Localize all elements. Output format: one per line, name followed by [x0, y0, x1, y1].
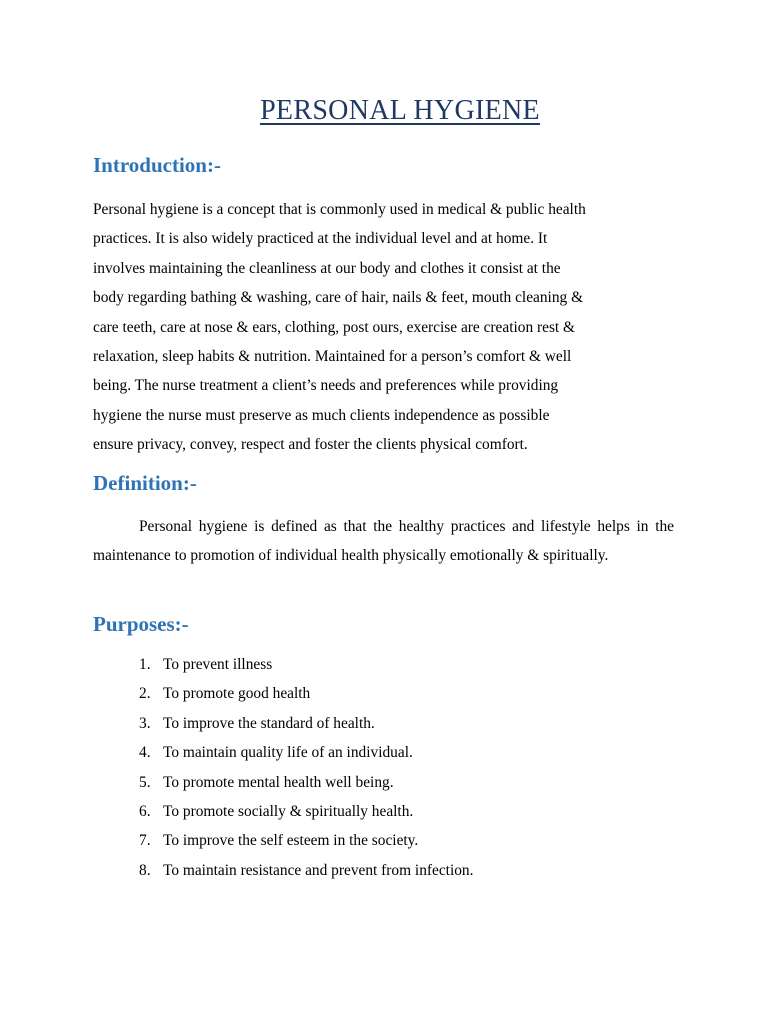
purpose-item: [93, 650, 473, 679]
item-text: To improve the standard of health.: [163, 714, 375, 732]
item-number: 2.: [139, 685, 151, 703]
purposes-heading: Purposes:-: [93, 612, 189, 636]
purpose-item: [93, 768, 473, 797]
item-text: To improve the self esteem in the society.: [163, 832, 419, 850]
purpose-item: [93, 856, 473, 885]
purpose-item: [93, 679, 473, 708]
item-text: To maintain quality life of an individual.: [163, 744, 413, 762]
item-number: 3.: [139, 714, 151, 732]
purposes-list: [93, 650, 473, 885]
item-number: 8.: [139, 861, 151, 879]
introduction-line: Personal hygiene is a concept that is commonly used in medical & public health: [93, 201, 586, 218]
item-text: To maintain resistance and prevent from infection.: [163, 861, 474, 879]
item-number: 4.: [139, 744, 151, 762]
purpose-item: [93, 797, 473, 826]
definition-heading: Definition:-: [93, 471, 197, 495]
introduction-heading: Introduction:-: [93, 153, 221, 177]
item-text: To promote good health: [163, 685, 311, 703]
purpose-item: [93, 826, 473, 855]
purpose-item: [93, 738, 473, 767]
introduction-paragraph: [93, 195, 674, 460]
introduction-line: relaxation, sleep habits & nutrition. Maintained for a person’s comfort & well: [93, 348, 572, 366]
page-title: PERSONAL HYGIENE: [260, 95, 540, 126]
introduction-line: practices. It is also widely practiced at the individual level and at home. It: [93, 230, 548, 248]
introduction-line: hygiene the nurse must preserve as much clients independence as possible: [93, 406, 550, 424]
item-number: 6.: [139, 803, 151, 821]
item-text: To prevent illness: [163, 656, 273, 673]
item-number: 1.: [139, 656, 151, 673]
definition-paragraph: Personal hygiene is defined as that the healthy practices and lifestyle helps in the maintenance to promotion of individual health physically emotionally & spiritually.: [93, 518, 674, 565]
item-text: To promote mental health well being.: [163, 773, 394, 791]
item-number: 7.: [139, 832, 151, 850]
item-text: To promote socially & spiritually health.: [163, 803, 414, 821]
item-number: 5.: [139, 773, 151, 791]
introduction-line: being. The nurse treatment a client’s needs and preferences while providing: [93, 377, 559, 395]
introduction-line: involves maintaining the cleanliness at our body and clothes it consist at the: [93, 259, 561, 277]
introduction-line: ensure privacy, convey, respect and foster the clients physical comfort.: [93, 436, 528, 454]
purpose-item: [93, 709, 473, 738]
introduction-line: body regarding bathing & washing, care of hair, nails & feet, mouth cleaning &: [93, 289, 584, 307]
introduction-line: care teeth, care at nose & ears, clothing, post ours, exercise are creation rest &: [93, 318, 576, 336]
